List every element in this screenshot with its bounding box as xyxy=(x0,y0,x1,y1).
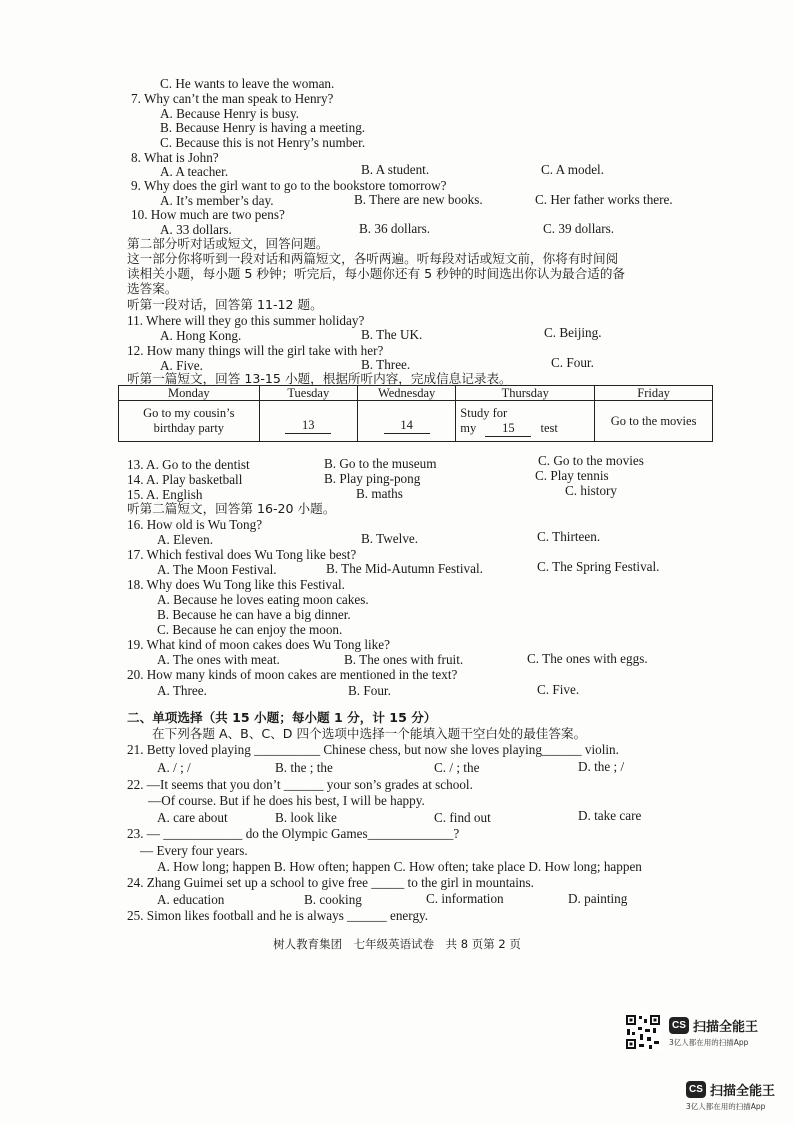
thursday-my: my xyxy=(460,420,477,435)
text-line: C. 39 dollars. xyxy=(543,221,615,236)
text-line: A. It’s member’s day. xyxy=(160,193,274,208)
text-line: 19. What kind of moon cakes does Wu Tong like? xyxy=(127,637,390,652)
text-line: A. The Moon Festival. xyxy=(157,562,277,577)
text-line: B. the ; the xyxy=(275,760,333,775)
text-line: C. Go to the movies xyxy=(538,453,644,468)
header-tuesday: Tuesday xyxy=(259,386,357,401)
text-line: 10. How much are two pens? xyxy=(131,207,285,222)
text-line: 读相关小题，每小题 5 秒钟；听完后，每小题你还有 5 秒钟的时间选出你认为最合适的备 xyxy=(127,266,626,281)
thursday-test: test xyxy=(540,420,558,435)
text-line: 第二部分听对话或短文，回答问题。 xyxy=(127,236,329,251)
text-line: B. Four. xyxy=(348,683,391,698)
text-line: 11. Where will they go this summer holiday? xyxy=(127,313,365,328)
text-line: A. The ones with meat. xyxy=(157,652,280,667)
text-line: C. He wants to leave the woman. xyxy=(160,76,335,91)
text-line: 17. Which festival does Wu Tong like best? xyxy=(127,547,357,562)
text-line: 8. What is John? xyxy=(131,150,219,165)
text-line: A. Because he loves eating moon cakes. xyxy=(157,592,369,607)
text-line: B. The UK. xyxy=(361,327,423,342)
text-line: C. A model. xyxy=(541,162,605,177)
scanner-watermark-2 xyxy=(686,1080,775,1112)
cell-tuesday xyxy=(259,401,357,442)
blank-13: 13 xyxy=(285,418,331,434)
text-line: —Of course. But if he does his best, I will be happy. xyxy=(148,793,425,808)
text-line: C. The ones with eggs. xyxy=(527,651,648,666)
text-line: A. education xyxy=(157,892,225,907)
text-line: C. Beijing. xyxy=(544,325,602,340)
text-line: C. Her father works there. xyxy=(535,192,673,207)
text-line: C. / ; the xyxy=(434,760,480,775)
text-line: C. Five. xyxy=(537,682,580,697)
cell-friday: Go to the movies xyxy=(595,401,713,442)
text-line: B. maths xyxy=(356,486,403,501)
text-line: C. history xyxy=(565,483,618,498)
scanner-watermark-1 xyxy=(625,1014,758,1050)
scanner-tagline: 3亿人都在用的扫描App xyxy=(669,1038,749,1047)
text-line: 听第一段对话，回答第 11-12 题。 xyxy=(127,297,323,312)
text-line: B. Because he can have a big dinner. xyxy=(157,607,351,622)
info-record-table xyxy=(118,385,713,442)
text-line: 二、单项选择（共 15 小题；每小题 1 分，计 15 分） xyxy=(127,710,437,725)
text-line: 选答案。 xyxy=(127,281,178,296)
text-line: B. cooking xyxy=(304,892,362,907)
text-line: C. find out xyxy=(434,810,491,825)
text-line: 听第二篇短文，回答第 16-20 小题。 xyxy=(127,501,336,516)
text-line: 7. Why can’t the man speak to Henry? xyxy=(131,91,334,106)
scanner-brand: 扫描全能王 xyxy=(710,1084,776,1099)
header-wednesday: Wednesday xyxy=(357,386,455,401)
text-line: B. look like xyxy=(275,810,337,825)
text-line: 9. Why does the girl want to go to the bookstore tomorrow? xyxy=(131,178,447,193)
cs-logo-icon: CS xyxy=(669,1017,689,1034)
text-line: B. 36 dollars. xyxy=(359,221,431,236)
table-row xyxy=(119,401,713,442)
text-line: B. Play ping-pong xyxy=(324,471,421,486)
text-line: 24. Zhang Guimei set up a school to give free _____ to the girl in mountains. xyxy=(127,875,534,890)
text-line: 18. Why does Wu Tong like this Festival. xyxy=(127,577,345,592)
monday-text: Go to my cousin’s birthday party xyxy=(143,406,235,435)
text-line: C. Because he can enjoy the moon. xyxy=(157,622,343,637)
thursday-line-2 xyxy=(460,421,594,437)
text-line: A. care about xyxy=(157,810,228,825)
text-line: A. Eleven. xyxy=(157,532,214,547)
cell-thursday xyxy=(456,401,595,442)
text-line: B. There are new books. xyxy=(354,192,483,207)
header-friday: Friday xyxy=(595,386,713,401)
header-monday: Monday xyxy=(119,386,260,401)
text-line: A. Hong Kong. xyxy=(160,328,242,343)
header-thursday: Thursday xyxy=(456,386,595,401)
text-line: C. Because this is not Henry’s number. xyxy=(160,135,366,150)
text-line: C. information xyxy=(426,891,504,906)
text-line: D. painting xyxy=(568,891,628,906)
text-line: A. 33 dollars. xyxy=(160,222,232,237)
text-line: A. / ; / xyxy=(157,760,191,775)
text-line: B. Because Henry is having a meeting. xyxy=(160,120,366,135)
text-line: B. Twelve. xyxy=(361,531,419,546)
text-line: 16. How old is Wu Tong? xyxy=(127,517,263,532)
text-line: B. The Mid-Autumn Festival. xyxy=(326,561,483,576)
page-footer: 树人教育集团 七年级英语试卷 共 8 页第 2 页 xyxy=(273,937,521,951)
text-line: B. A student. xyxy=(361,162,430,177)
thursday-line-1: Study for xyxy=(460,405,508,420)
text-line: 22. —It seems that you don’t ______ your son’s grades at school. xyxy=(127,777,473,792)
text-line: B. Go to the museum xyxy=(324,456,437,471)
cell-wednesday xyxy=(357,401,455,442)
text-line: 在下列各题 A、B、C、D 四个选项中选择一个能填入题干空白处的最佳答案。 xyxy=(152,726,587,741)
text-line: 23. — ____________ do the Olympic Games_____________? xyxy=(127,826,460,841)
text-line: 听第一篇短文，回答 13-15 小题，根据所听内容，完成信息记录表。 xyxy=(127,371,512,386)
blank-14: 14 xyxy=(384,418,430,434)
text-line: A. Three. xyxy=(157,683,207,698)
text-line: D. the ; / xyxy=(578,759,625,774)
text-line: 25. Simon likes football and he is always ______ energy. xyxy=(127,908,429,923)
cs-logo-icon: CS xyxy=(686,1081,706,1098)
text-line: 13. A. Go to the dentist xyxy=(127,457,250,472)
text-line: B. The ones with fruit. xyxy=(344,652,464,667)
text-line: — Every four years. xyxy=(140,843,248,858)
text-line: A. A teacher. xyxy=(160,164,229,179)
text-line: D. take care xyxy=(578,808,642,823)
blank-15: 15 xyxy=(485,421,531,437)
text-line: 14. A. Play basketball xyxy=(127,472,243,487)
scanner-tagline: 3亿人都在用的扫描App xyxy=(686,1102,766,1111)
text-line: 21. Betty loved playing __________ Chinese chess, but now she loves playing______ violin. xyxy=(127,742,619,757)
scanner-brand: 扫描全能王 xyxy=(693,1020,759,1035)
text-line: 20. How many kinds of moon cakes are mentioned in the text? xyxy=(127,667,458,682)
text-line: A. Five. xyxy=(160,358,203,373)
cell-monday xyxy=(119,401,260,442)
text-line: C. Four. xyxy=(551,355,594,370)
text-line: C. The Spring Festival. xyxy=(537,559,660,574)
text-line: 15. A. English xyxy=(127,487,203,502)
text-line: C. Play tennis xyxy=(535,468,609,483)
text-line: 这一部分你将听到一段对话和两篇短文，各听两遍。听每段对话或短文前，你将有时间阅 xyxy=(127,251,619,266)
text-line: A. How long; happen B. How often; happen C. How often; take place D. How long; happen xyxy=(157,859,642,874)
qr-code-icon xyxy=(625,1014,661,1050)
text-line: B. Three. xyxy=(361,357,411,372)
text-line: A. Because Henry is busy. xyxy=(160,106,300,121)
text-line: C. Thirteen. xyxy=(537,529,601,544)
table-header-row xyxy=(119,386,713,401)
text-line: 12. How many things will the girl take with her? xyxy=(127,343,384,358)
